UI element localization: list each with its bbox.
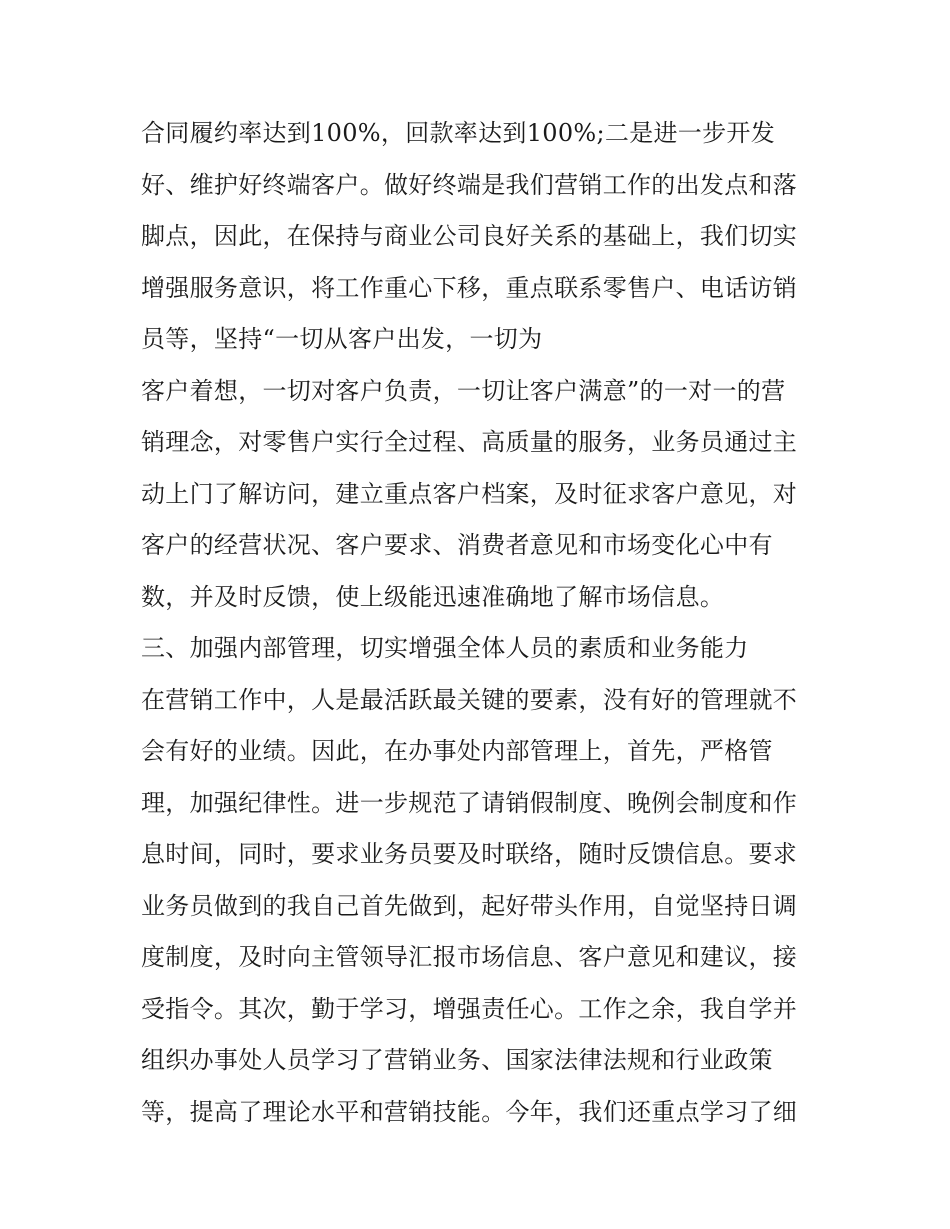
text-line: 息时间，同时，要求业务员要及时联络，随时反馈信息。要求 xyxy=(141,840,798,868)
text-line: 业务员做到的我自己首先做到，起好带头作用，自觉坚持日调 xyxy=(141,891,798,920)
text-line: 好、维护好终端客户。做好终端是我们营销工作的出发点和落 xyxy=(141,170,798,199)
text-line: 数，并及时反馈，使上级能迅速准确地了解市场信息。 xyxy=(141,582,725,611)
text-line: 员等，坚持“一切从客户出发，一切为 xyxy=(141,325,543,353)
text-line: 受指令。其次，勤于学习，增强责任心。工作之余，我自学并 xyxy=(141,994,798,1023)
text-line: 客户着想，一切对客户负责，一切让客户满意”的一对一的营 xyxy=(141,376,786,405)
text-line: 合同履约率达到100%，回款率达到100%;二是进一步开发 xyxy=(141,119,776,147)
body-text xyxy=(141,108,821,1138)
text-line: 销理念，对零售户实行全过程、高质量的服务，业务员通过主 xyxy=(141,428,798,456)
text-line: 理，加强纪律性。进一步规范了请销假制度、晚例会制度和作 xyxy=(141,788,798,817)
text-line: 等，提高了理论水平和营销技能。今年，我们还重点学习了细 xyxy=(141,1097,798,1126)
text-line: 在营销工作中，人是最活跃最关键的要素，没有好的管理就不 xyxy=(141,685,798,714)
text-line: 客户的经营状况、客户要求、消费者意见和市场变化心中有 xyxy=(141,531,773,559)
text-line: 增强服务意识，将工作重心下移，重点联系零售户、电话访销 xyxy=(141,273,798,302)
section-heading: 三、加强内部管理，切实增强全体人员的素质和业务能力 xyxy=(141,634,749,662)
text-line: 会有好的业绩。因此，在办事处内部管理上，首先，严格管 xyxy=(141,737,773,765)
text-line: 脚点，因此，在保持与商业公司良好关系的基础上，我们切实 xyxy=(141,222,798,250)
text-line: 度制度，及时向主管领导汇报市场信息、客户意见和建议，接 xyxy=(141,943,798,971)
text-line: 动上门了解访问，建立重点客户档案，及时征求客户意见，对 xyxy=(141,479,798,508)
text-line: 组织办事处人员学习了营销业务、国家法律法规和行业政策 xyxy=(141,1046,773,1074)
